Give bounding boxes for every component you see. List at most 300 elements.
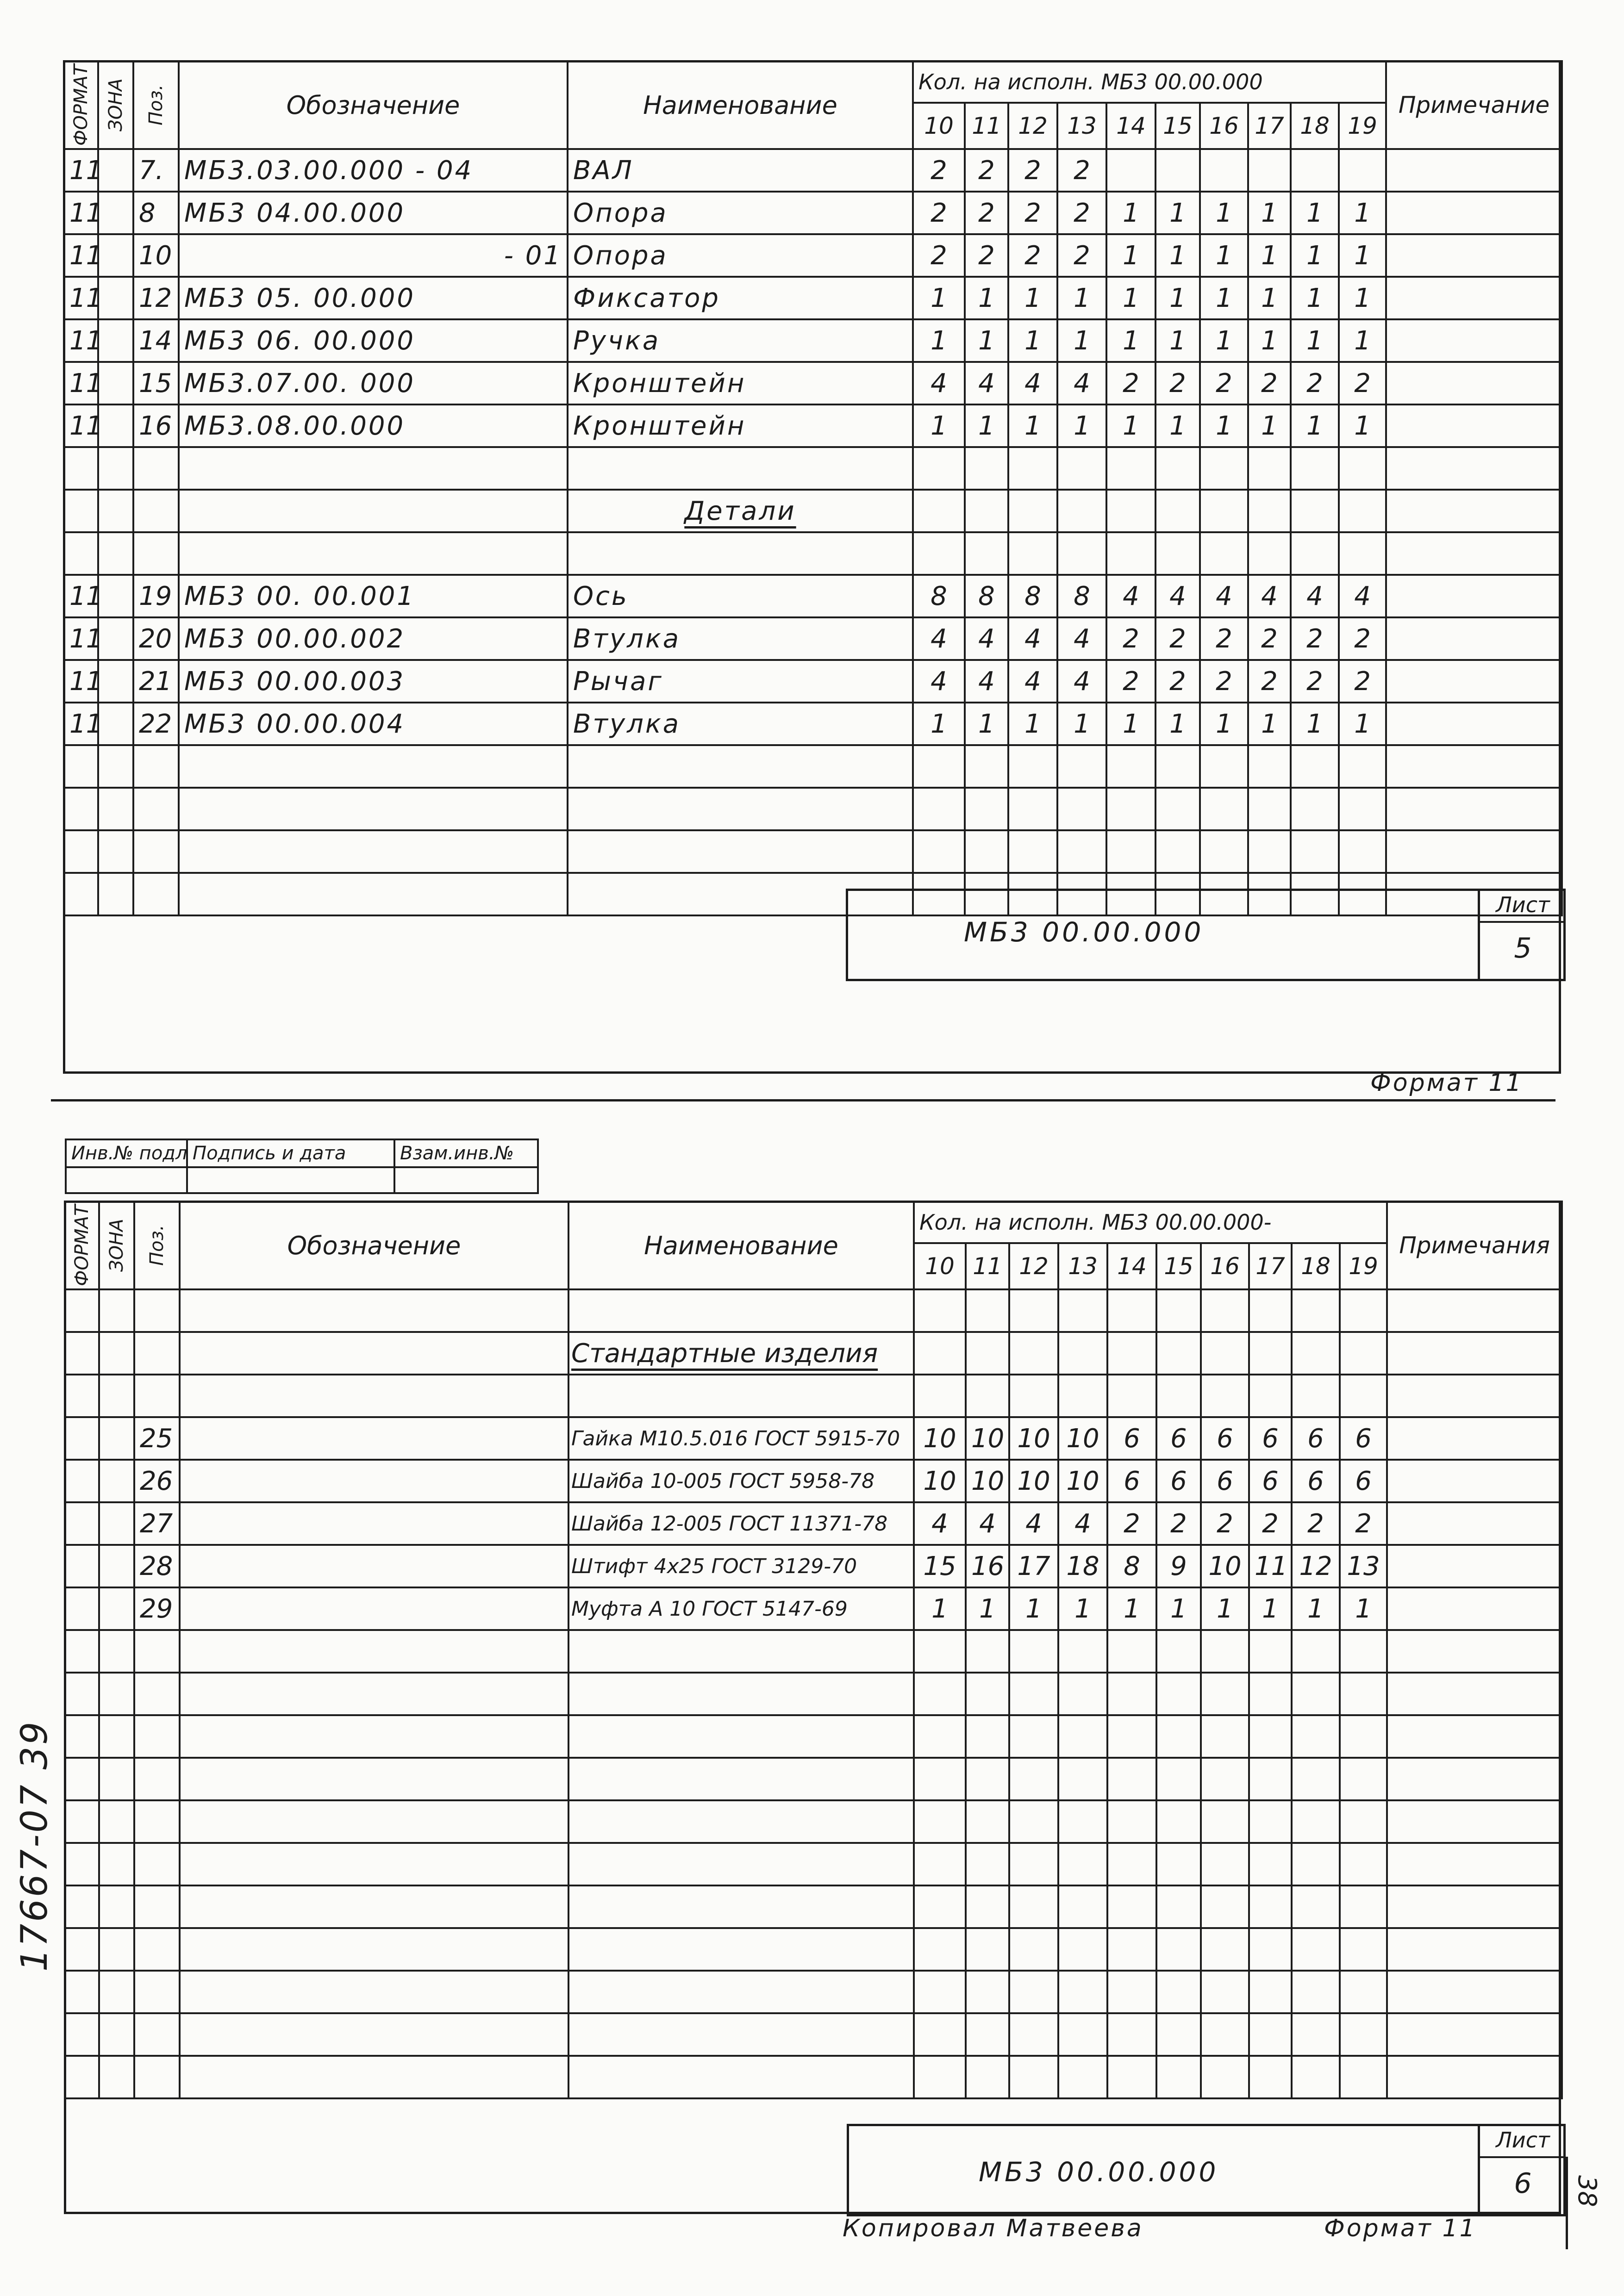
cell-qty — [1009, 1971, 1058, 2013]
cell-pos — [133, 490, 179, 532]
cell-qty: 4 — [913, 660, 965, 703]
cell-qty: 8 — [965, 575, 1008, 617]
cell-pos: 7. — [133, 149, 179, 192]
cell-qty: 1 — [1106, 277, 1156, 319]
cell-note — [1386, 532, 1562, 575]
cell-qty: 10 — [914, 1417, 966, 1460]
table-row — [64, 617, 1562, 660]
cell-qty — [1200, 788, 1248, 830]
cell-qty: 2 — [1201, 1502, 1249, 1545]
cell-qty — [1057, 447, 1106, 490]
cell-zone — [98, 703, 133, 745]
cell-zone — [98, 192, 133, 234]
cell-qty: 1 — [1200, 703, 1248, 745]
cell-qty — [913, 745, 965, 788]
cell-qty: 10 — [1009, 1417, 1058, 1460]
cell-qty — [1106, 788, 1156, 830]
cell-designation — [180, 1800, 568, 1843]
cell-designation — [180, 1545, 568, 1587]
cell-note — [1386, 192, 1562, 234]
cell-qty — [1292, 1758, 1340, 1800]
cell-qty: 17 — [1009, 1545, 1058, 1587]
cell-qty: 2 — [1008, 149, 1057, 192]
cell-qty: 2 — [1156, 660, 1200, 703]
table-row — [64, 149, 1562, 192]
cell-format — [65, 1800, 99, 1843]
cell-qty — [1249, 1885, 1292, 1928]
cell-qty — [1292, 2056, 1340, 2098]
cell-qty — [1291, 745, 1339, 788]
cell-zone — [98, 490, 133, 532]
cell-qty — [1156, 745, 1200, 788]
cell-qty — [1156, 1971, 1201, 2013]
cell-format — [64, 447, 98, 490]
cell-format — [65, 1375, 99, 1417]
cell-designation — [180, 1502, 568, 1545]
cell-qty: 1 — [1058, 1587, 1107, 1630]
cell-qty — [914, 1715, 966, 1758]
cell-note — [1386, 745, 1562, 788]
table-row — [64, 490, 1562, 532]
cell-qty — [965, 532, 1008, 575]
variant-header: 14 — [1106, 103, 1156, 149]
cell-qty — [913, 788, 965, 830]
cell-format — [64, 745, 98, 788]
cell-qty — [1201, 1843, 1249, 1885]
cell-note — [1387, 1630, 1562, 1673]
cell-qty: 8 — [1107, 1545, 1156, 1587]
cell-qty — [1249, 1843, 1292, 1885]
cell-qty — [1291, 149, 1339, 192]
cell-name — [568, 2056, 914, 2098]
cell-zone — [99, 1332, 134, 1375]
cell-qty — [1107, 1375, 1156, 1417]
cell-designation: МБ3.07.00. 000 — [179, 362, 568, 404]
cell-format — [64, 830, 98, 873]
cell-qty: 1 — [1200, 277, 1248, 319]
cell-qty — [966, 1758, 1009, 1800]
header-note: Примечание — [1386, 61, 1562, 149]
cell-zone — [99, 1375, 134, 1417]
cell-qty — [1058, 2056, 1107, 2098]
cell-pos — [134, 1289, 180, 1332]
cell-qty — [1249, 1673, 1292, 1715]
cell-qty — [1339, 490, 1386, 532]
cell-qty — [1009, 2013, 1058, 2056]
cell-name — [568, 1673, 914, 1715]
cell-qty: 18 — [1058, 1545, 1107, 1587]
cell-name — [568, 830, 913, 873]
cell-designation — [180, 1630, 568, 1673]
cell-qty — [1009, 2056, 1058, 2098]
cell-format: 11 — [64, 617, 98, 660]
variant-header: 12 — [1008, 103, 1057, 149]
cell-name: Шайба 10-005 ГОСТ 5958-78 — [568, 1460, 914, 1502]
header-qty-title: Кол. на исполн. МБ3 00.00.000 — [913, 61, 1386, 103]
cell-name — [568, 788, 913, 830]
table-row — [65, 1758, 1562, 1800]
variant-header: 17 — [1248, 103, 1291, 149]
cell-qty: 4 — [913, 362, 965, 404]
cell-qty: 1 — [1201, 1587, 1249, 1630]
cell-zone — [99, 1673, 134, 1715]
cell-zone — [98, 277, 133, 319]
cell-qty — [1009, 1630, 1058, 1673]
cell-note — [1386, 362, 1562, 404]
cell-qty: 1 — [914, 1587, 966, 1630]
cell-qty — [1156, 1715, 1201, 1758]
cell-qty — [914, 2056, 966, 2098]
cell-qty — [1009, 1885, 1058, 1928]
cell-zone — [99, 2056, 134, 2098]
cell-qty — [1249, 1928, 1292, 1971]
cell-qty — [1058, 1332, 1107, 1375]
cell-qty: 1 — [965, 319, 1008, 362]
cell-qty — [1340, 1885, 1387, 1928]
cell-qty: 6 — [1292, 1417, 1340, 1460]
cell-qty — [1008, 745, 1057, 788]
cell-designation — [179, 490, 568, 532]
cell-qty — [1201, 1630, 1249, 1673]
cell-qty — [1107, 1715, 1156, 1758]
archive-replace-label: Взам.инв.№ — [394, 1139, 538, 1167]
cell-qty — [1201, 2056, 1249, 2098]
cell-qty — [966, 1800, 1009, 1843]
cell-pos: 12 — [133, 277, 179, 319]
cell-qty: 1 — [1200, 404, 1248, 447]
cell-qty: 10 — [1201, 1545, 1249, 1587]
cell-pos: 14 — [133, 319, 179, 362]
header-note: Примечания — [1387, 1201, 1562, 1289]
cell-qty: 2 — [1292, 1502, 1340, 1545]
cell-note — [1386, 788, 1562, 830]
cell-qty — [1156, 830, 1200, 873]
cell-pos: 16 — [133, 404, 179, 447]
cell-qty — [1009, 1673, 1058, 1715]
table-row — [65, 1417, 1562, 1460]
cell-qty: 2 — [1107, 1502, 1156, 1545]
cell-qty: 1 — [1292, 1587, 1340, 1630]
cell-qty — [1057, 490, 1106, 532]
cell-qty — [1058, 1971, 1107, 2013]
stamp-designation: МБ3 00.00.000 — [979, 2156, 1219, 2188]
cell-qty: 1 — [1339, 703, 1386, 745]
cell-qty — [1339, 745, 1386, 788]
cell-qty — [966, 1375, 1009, 1417]
cell-qty — [1200, 149, 1248, 192]
cell-qty — [914, 1630, 966, 1673]
cell-qty — [1008, 830, 1057, 873]
cell-qty — [1340, 1971, 1387, 2013]
cell-qty: 4 — [1008, 660, 1057, 703]
cell-qty: 1 — [966, 1587, 1009, 1630]
cell-qty — [1292, 1885, 1340, 1928]
cell-qty: 1 — [1106, 404, 1156, 447]
cell-qty — [1340, 1758, 1387, 1800]
cell-format — [64, 532, 98, 575]
cell-qty: 1 — [1156, 192, 1200, 234]
cell-qty — [1057, 830, 1106, 873]
cell-qty: 1 — [1156, 404, 1200, 447]
cell-pos — [133, 745, 179, 788]
cell-qty — [1156, 1375, 1201, 1417]
cell-qty: 4 — [966, 1502, 1009, 1545]
cell-qty: 6 — [1201, 1460, 1249, 1502]
cell-qty: 2 — [1057, 149, 1106, 192]
cell-pos: 22 — [133, 703, 179, 745]
cell-note — [1386, 234, 1562, 277]
cell-zone — [99, 1587, 134, 1630]
cell-format: 11 — [64, 319, 98, 362]
cell-qty: 2 — [1248, 617, 1291, 660]
cell-qty — [1057, 745, 1106, 788]
cell-name: Фиксатор — [568, 277, 913, 319]
cell-qty — [965, 447, 1008, 490]
cell-qty — [965, 745, 1008, 788]
cell-qty — [1107, 1332, 1156, 1375]
cell-qty — [1107, 2056, 1156, 2098]
cell-qty — [1292, 1630, 1340, 1673]
cell-pos: 25 — [134, 1417, 180, 1460]
cell-qty — [1156, 1885, 1201, 1928]
cell-qty: 1 — [1156, 234, 1200, 277]
cell-designation: МБ3.08.00.000 — [179, 404, 568, 447]
cell-pos — [133, 532, 179, 575]
cell-designation: МБ3.03.00.000 - 04 — [179, 149, 568, 192]
cell-qty — [1156, 788, 1200, 830]
archive-strip — [65, 1139, 539, 1194]
variant-header: 10 — [913, 103, 965, 149]
table-row — [64, 703, 1562, 745]
cell-qty — [1291, 788, 1339, 830]
cell-name — [568, 1971, 914, 2013]
table-row — [65, 1502, 1562, 1545]
cell-qty: 1 — [1339, 319, 1386, 362]
cell-qty: 4 — [1057, 617, 1106, 660]
cell-qty — [1340, 1715, 1387, 1758]
cell-qty: 1 — [1008, 703, 1057, 745]
cell-qty: 4 — [1058, 1502, 1107, 1545]
cell-qty: 2 — [1057, 234, 1106, 277]
cell-designation — [180, 1289, 568, 1332]
cell-qty — [1009, 1758, 1058, 1800]
cell-designation — [179, 532, 568, 575]
cell-qty: 1 — [1200, 319, 1248, 362]
cell-qty — [1292, 1843, 1340, 1885]
cell-qty: 2 — [1156, 362, 1200, 404]
table-row — [64, 745, 1562, 788]
cell-qty: 6 — [1292, 1460, 1340, 1502]
cell-format: 11 — [64, 234, 98, 277]
cell-qty: 1 — [913, 404, 965, 447]
cell-qty — [914, 1800, 966, 1843]
cell-qty: 13 — [1340, 1545, 1387, 1587]
cell-pos — [133, 788, 179, 830]
cell-qty — [1248, 830, 1291, 873]
cell-note — [1386, 404, 1562, 447]
cell-designation: - 01 — [179, 234, 568, 277]
cell-qty: 1 — [1156, 1587, 1201, 1630]
cell-qty — [966, 1673, 1009, 1715]
cell-qty — [1340, 1332, 1387, 1375]
cell-note — [1387, 1375, 1562, 1417]
cell-qty — [1107, 1843, 1156, 1885]
cell-qty: 1 — [1156, 277, 1200, 319]
cell-note — [1387, 1587, 1562, 1630]
cell-designation — [180, 1375, 568, 1417]
variant-header: 18 — [1291, 103, 1339, 149]
cell-qty: 2 — [1339, 362, 1386, 404]
table-row — [64, 234, 1562, 277]
cell-zone — [99, 1843, 134, 1885]
cell-qty: 2 — [1008, 234, 1057, 277]
cell-qty — [1156, 1758, 1201, 1800]
variant-header: 16 — [1200, 103, 1248, 149]
cell-qty — [1107, 1289, 1156, 1332]
cell-qty — [1107, 1885, 1156, 1928]
cell-qty — [1106, 149, 1156, 192]
cell-zone — [98, 362, 133, 404]
cell-qty — [1156, 490, 1200, 532]
cell-zone — [98, 234, 133, 277]
cell-qty: 6 — [1156, 1460, 1201, 1502]
cell-designation — [180, 1332, 568, 1375]
cell-qty — [1291, 490, 1339, 532]
cell-qty — [913, 447, 965, 490]
cell-designation: МБ3 00.00.004 — [179, 703, 568, 745]
cell-qty: 1 — [1339, 192, 1386, 234]
cell-format — [65, 1332, 99, 1375]
variant-header: 10 — [914, 1243, 966, 1289]
cell-qty: 12 — [1292, 1545, 1340, 1587]
stamp-sheet-number: 5 — [1514, 932, 1532, 964]
cell-format — [65, 1928, 99, 1971]
cell-note — [1386, 319, 1562, 362]
cell-note — [1386, 149, 1562, 192]
cell-qty — [1248, 532, 1291, 575]
cell-qty: 2 — [1248, 362, 1291, 404]
cell-qty — [1009, 1375, 1058, 1417]
cell-qty — [1107, 1673, 1156, 1715]
format-caption-sheet-6: Формат 11 — [1324, 2215, 1477, 2242]
cell-qty: 1 — [1156, 319, 1200, 362]
cell-qty — [1249, 1715, 1292, 1758]
cell-pos — [134, 1971, 180, 2013]
cell-format — [65, 1587, 99, 1630]
cell-qty: 1 — [1106, 234, 1156, 277]
cell-qty: 4 — [1339, 575, 1386, 617]
cell-designation — [180, 1715, 568, 1758]
cell-qty: 2 — [1156, 617, 1200, 660]
cell-qty — [966, 2056, 1009, 2098]
table-row — [64, 830, 1562, 873]
table-row — [64, 404, 1562, 447]
cell-qty — [966, 1332, 1009, 1375]
cell-name: Муфта А 10 ГОСТ 5147-69 — [568, 1587, 914, 1630]
cell-qty: 4 — [1008, 617, 1057, 660]
cell-zone — [98, 617, 133, 660]
cell-zone — [98, 149, 133, 192]
section-heading: Детали — [568, 490, 913, 532]
cell-name — [568, 1928, 914, 1971]
cell-qty — [1292, 1715, 1340, 1758]
cell-qty — [1249, 2056, 1292, 2098]
table-row — [64, 788, 1562, 830]
stamp-sheet-number: 6 — [1514, 2167, 1532, 2200]
cell-qty: 4 — [1106, 575, 1156, 617]
cell-qty: 2 — [913, 192, 965, 234]
cell-name — [568, 745, 913, 788]
cell-zone — [99, 1971, 134, 2013]
cell-note — [1387, 1885, 1562, 1928]
cell-qty — [1248, 490, 1291, 532]
table-row — [64, 277, 1562, 319]
cell-qty — [1248, 745, 1291, 788]
cell-qty — [1156, 1673, 1201, 1715]
cell-qty — [1201, 1971, 1249, 2013]
cell-pos — [133, 447, 179, 490]
cell-qty: 1 — [1249, 1587, 1292, 1630]
cell-pos: 15 — [133, 362, 179, 404]
cell-designation — [180, 2056, 568, 2098]
cell-qty — [1009, 1928, 1058, 1971]
cell-designation — [180, 1843, 568, 1885]
cell-zone — [99, 2013, 134, 2056]
cell-qty: 1 — [1057, 703, 1106, 745]
table-row — [65, 1289, 1562, 1332]
cell-qty: 1 — [1291, 404, 1339, 447]
cell-qty — [1200, 532, 1248, 575]
cell-qty — [1292, 1289, 1340, 1332]
cell-qty: 6 — [1156, 1417, 1201, 1460]
cell-qty — [1201, 1800, 1249, 1843]
cell-qty: 1 — [965, 404, 1008, 447]
cell-qty: 6 — [1107, 1460, 1156, 1502]
table-row — [64, 660, 1562, 703]
cell-note — [1387, 1971, 1562, 2013]
cell-pos: 26 — [134, 1460, 180, 1502]
cell-qty: 1 — [913, 703, 965, 745]
cell-zone — [98, 873, 133, 915]
cell-format: 11 — [64, 660, 98, 703]
cell-qty — [913, 490, 965, 532]
cell-note — [1387, 1673, 1562, 1715]
table-row — [65, 1971, 1562, 2013]
cell-qty — [1009, 1332, 1058, 1375]
spec-table-sheet-6 — [64, 1201, 1563, 2099]
stamp-sheet-label: Лист — [1480, 889, 1566, 923]
cell-qty — [1008, 788, 1057, 830]
margin-stamp: 17667-07 39 — [14, 1720, 56, 1972]
spec-table-sheet-5 — [63, 60, 1563, 916]
cell-designation — [180, 1417, 568, 1460]
cell-note — [1386, 490, 1562, 532]
table-row — [65, 1928, 1562, 1971]
archive-sign-label: Подпись и дата — [187, 1139, 394, 1167]
cell-qty — [1107, 1630, 1156, 1673]
table-row — [65, 1545, 1562, 1587]
cell-qty — [1292, 1971, 1340, 2013]
cell-note — [1386, 703, 1562, 745]
cell-qty — [1008, 490, 1057, 532]
table-row — [65, 1332, 1562, 1375]
table-row — [65, 1673, 1562, 1715]
cell-qty — [1201, 1375, 1249, 1417]
side-page-number: 38 — [1573, 2175, 1602, 2207]
variant-header: 11 — [966, 1243, 1009, 1289]
cell-designation: МБ3 04.00.000 — [179, 192, 568, 234]
stamp-sheet-label: Лист — [1480, 2124, 1566, 2158]
